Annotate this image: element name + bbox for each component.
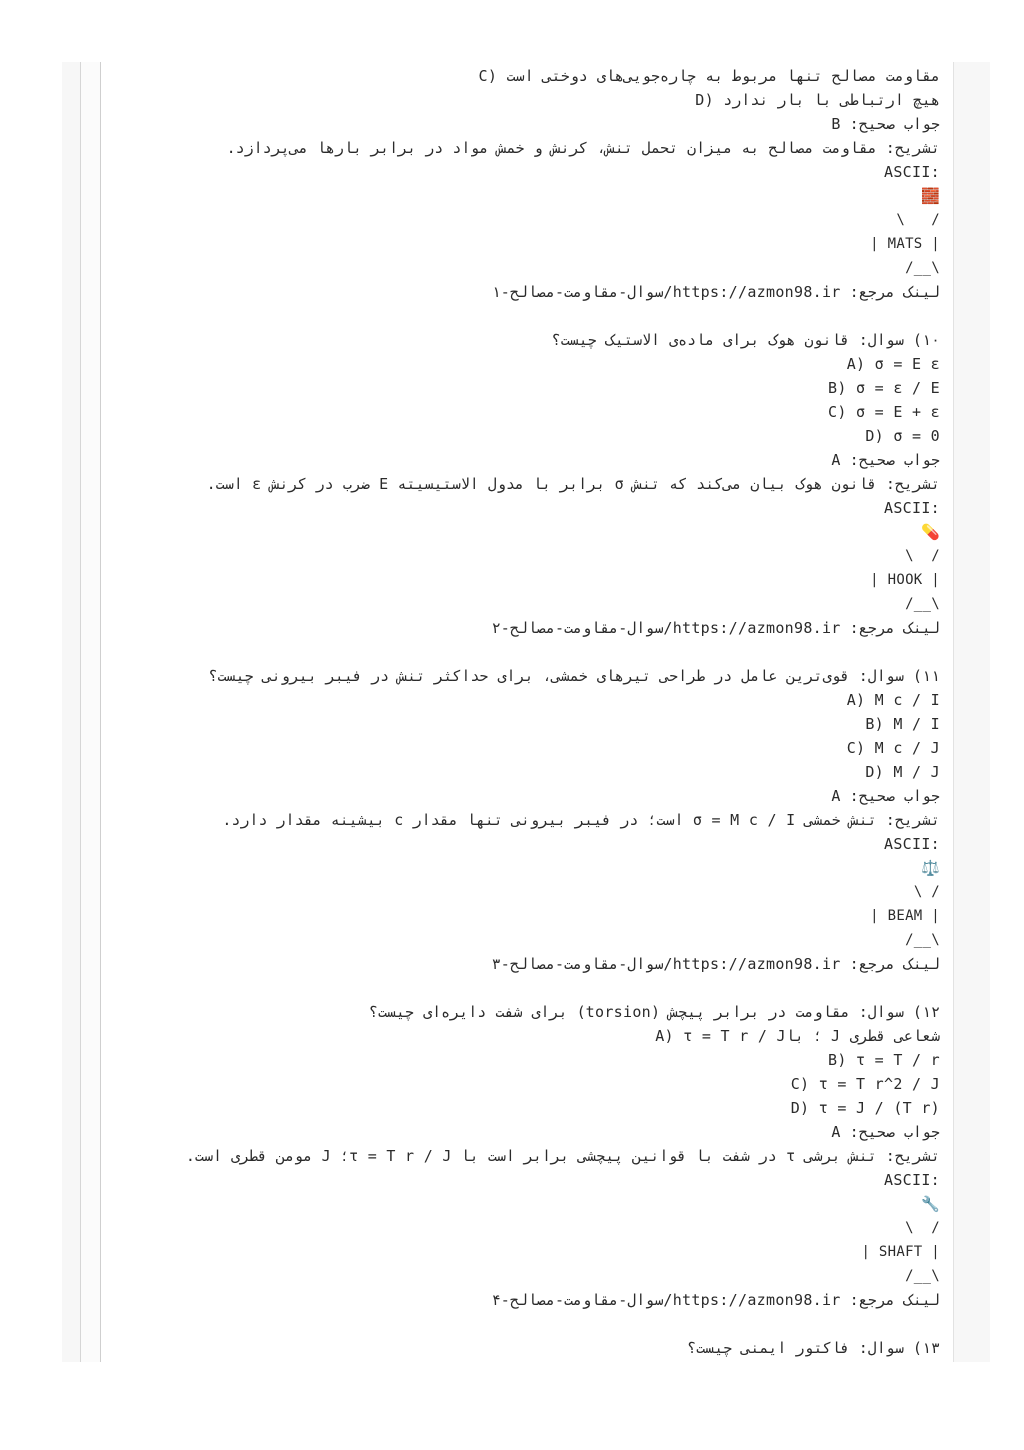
ascii-art-line: /__\ <box>905 932 940 948</box>
ascii-art-line: | MATS | <box>870 236 940 252</box>
explanation: تشریح: تنش خمشی σ = M c / I است؛ در فیبر بیرونی تنها مقدار c بیشینه مقدار دارد. <box>222 811 940 829</box>
ascii-art-line: \ / <box>913 884 940 900</box>
option-d: D) σ = 0 <box>865 427 940 445</box>
ascii-art-line: \ / <box>905 548 940 564</box>
option-c: C) τ = T r^2 / J <box>790 1075 940 1093</box>
option-c: C) مقاومت مصالح تنها مربوط به چاره‌جویی‌های دوختی است <box>478 67 940 85</box>
reference-link[interactable]: لینک مرجع: https://azmon98.ir/سوال-مقاومت-مصالح-۴ <box>491 1291 940 1309</box>
correct-answer: جواب صحیح: A <box>831 1123 940 1141</box>
option-d: D) M / J <box>865 763 940 781</box>
explanation: تشریح: مقاومت مصالح به میزان تحمل تنش، کرنش و خمش مواد در برابر بارها می‌پردازد. <box>226 139 940 157</box>
option-c: C) σ = E + ε <box>828 403 940 421</box>
correct-answer: جواب صحیح: A <box>831 787 940 805</box>
question-title: ۱۱) سوال: قوی‌ترین عامل در طراحی تیرهای خمشی، برای حداکثر تنش در فیبر بیرونی چیست؟ <box>208 667 940 685</box>
reference-link[interactable]: لینک مرجع: https://azmon98.ir/سوال-مقاومت-مصالح-۲ <box>491 619 940 637</box>
option-b: B) M / I <box>865 715 940 733</box>
ascii-art-line: /__\ <box>905 596 940 612</box>
ascii-art-line: /__\ <box>905 1268 940 1284</box>
option-d: D) هیچ ارتباطی با بار ندارد <box>695 91 940 109</box>
ascii-label: ASCII: <box>884 835 940 853</box>
option-a: A) τ = T r / J؛ با J شعاعی قطری <box>655 1027 940 1045</box>
correct-answer: جواب صحیح: A <box>831 451 940 469</box>
correct-answer: جواب صحیح: B <box>831 115 940 133</box>
option-a: A) M c / I <box>846 691 940 709</box>
option-a: A) σ = E ε <box>846 355 940 373</box>
document-content <box>110 64 940 1360</box>
question-title: ۱۲) سوال: مقاومت در برابر پیچش (torsion) برای شفت دایره‌ای چیست؟ <box>368 1003 940 1021</box>
wrench-icon: 🔧 <box>921 1195 940 1213</box>
ascii-art-line: /__\ <box>905 260 940 276</box>
question-title: ۱۳) سوال: فاکتور ایمنی چیست؟ <box>687 1339 940 1357</box>
ascii-label: ASCII: <box>884 163 940 181</box>
reference-link[interactable]: لینک مرجع: https://azmon98.ir/سوال-مقاومت-مصالح-۳ <box>491 955 940 973</box>
ascii-art-line: | SHAFT | <box>861 1244 940 1260</box>
ascii-art-line: | BEAM | <box>870 908 940 924</box>
pill-icon: 💊 <box>921 523 940 541</box>
option-d: D) τ = J / (T r) <box>790 1099 940 1117</box>
ascii-label: ASCII: <box>884 1171 940 1189</box>
explanation: تشریح: قانون هوک بیان می‌کند که تنش σ برابر با مدول الاستیسیته E ضرب در کرنش ε است. <box>206 475 940 493</box>
scales-icon: ⚖️ <box>921 859 940 877</box>
question-title: ۱۰) سوال: قانون هوک برای ماده‌ی الاستیک چیست؟ <box>551 331 940 349</box>
ascii-art-line: \ / <box>896 212 940 228</box>
option-b: B) σ = ε / E <box>828 379 940 397</box>
ascii-art-line: | HOOK | <box>870 572 940 588</box>
ascii-art-line: \ / <box>905 1220 940 1236</box>
option-c: C) M c / J <box>846 739 940 757</box>
reference-link[interactable]: لینک مرجع: https://azmon98.ir/سوال-مقاومت-مصالح-۱ <box>491 283 940 301</box>
option-b: B) τ = T / r <box>828 1051 940 1069</box>
brick-icon: 🧱 <box>921 187 940 205</box>
ascii-label: ASCII: <box>884 499 940 517</box>
explanation: تشریح: تنش برشی τ در شفت با قوانین پیچشی برابر است با τ = T r / J؛ J مومن قطری است. <box>185 1147 940 1165</box>
